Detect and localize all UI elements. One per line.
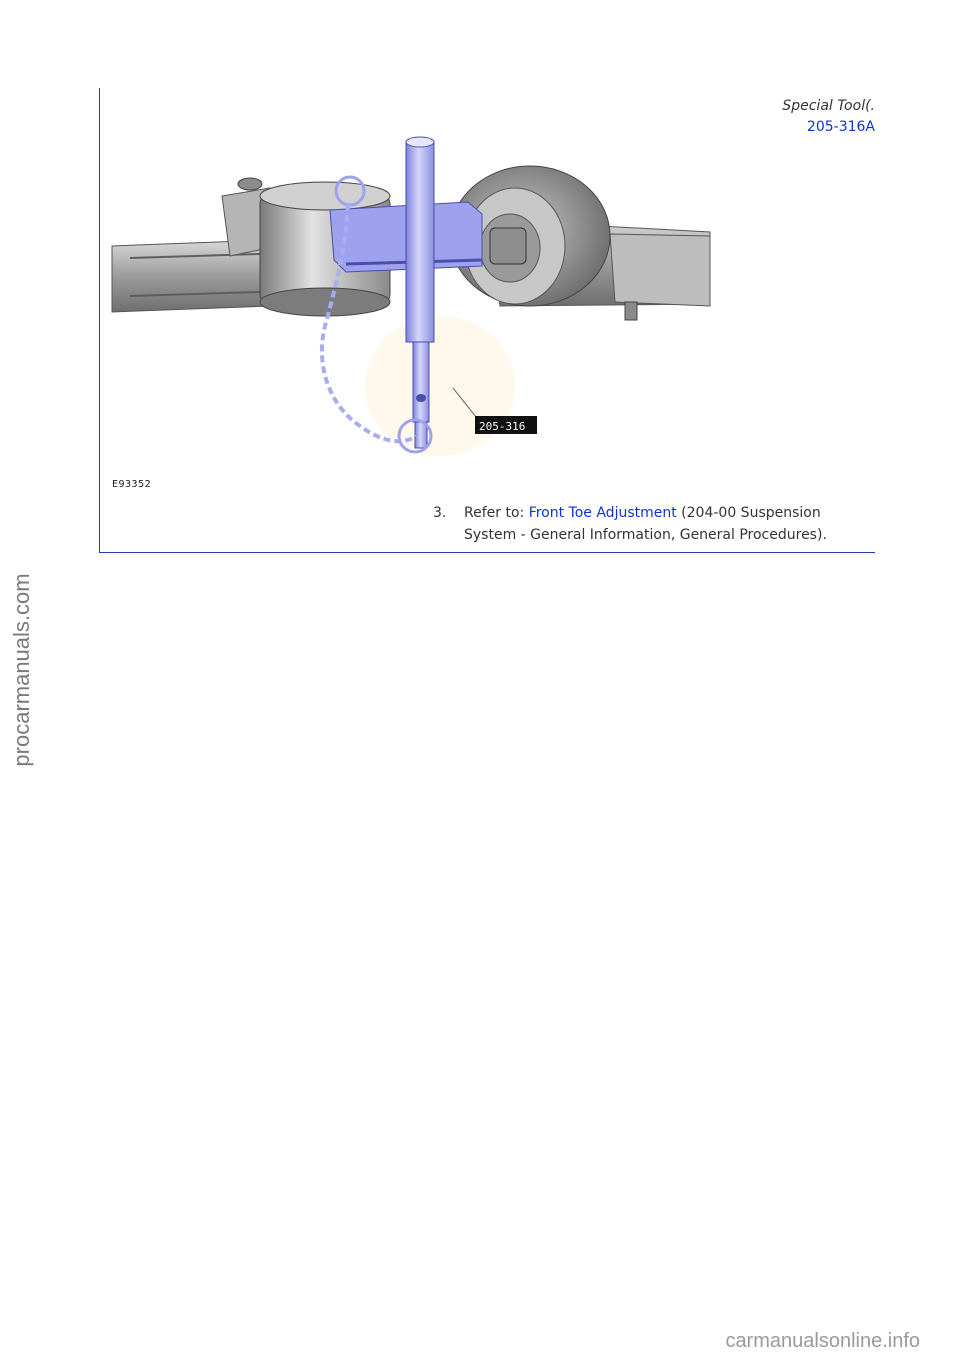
callout-text: 205-316 <box>479 420 526 433</box>
figure-id: E93352 <box>112 479 152 490</box>
side-watermark-text: procarmanuals.com <box>9 573 34 767</box>
step-text <box>464 502 874 546</box>
special-tool-heading: Special Tool(. <box>782 98 875 114</box>
step-number: 3. <box>433 505 447 521</box>
bracket-bolt <box>238 178 262 190</box>
front-toe-adjustment-link[interactable]: Front Toe Adjustment <box>528 505 677 521</box>
bushing-top <box>260 182 390 210</box>
procedure-frame <box>99 88 875 553</box>
tool-pin-hole <box>416 394 426 402</box>
step-prefix: Refer to: <box>464 505 529 521</box>
special-tool-number-link[interactable]: 205-316A <box>806 119 875 135</box>
tool-pin-shaft <box>413 342 429 422</box>
tool-pin-top <box>406 137 434 147</box>
joint-nut <box>490 228 526 264</box>
step-suffix: (204-00 Suspension System - General Information, General Procedures). <box>464 505 827 543</box>
tool-pin-tip <box>415 422 427 448</box>
suspension-illustration <box>110 136 720 496</box>
arm-tip <box>610 234 710 306</box>
highlight-glow <box>365 316 515 456</box>
footer-watermark: carmanualsonline.info <box>725 1330 920 1352</box>
bushing-bottom <box>260 288 390 316</box>
side-watermark <box>2 560 42 780</box>
lower-bolt <box>625 302 637 320</box>
tool-pin-upper <box>406 142 434 342</box>
special-tool-label <box>782 96 875 138</box>
